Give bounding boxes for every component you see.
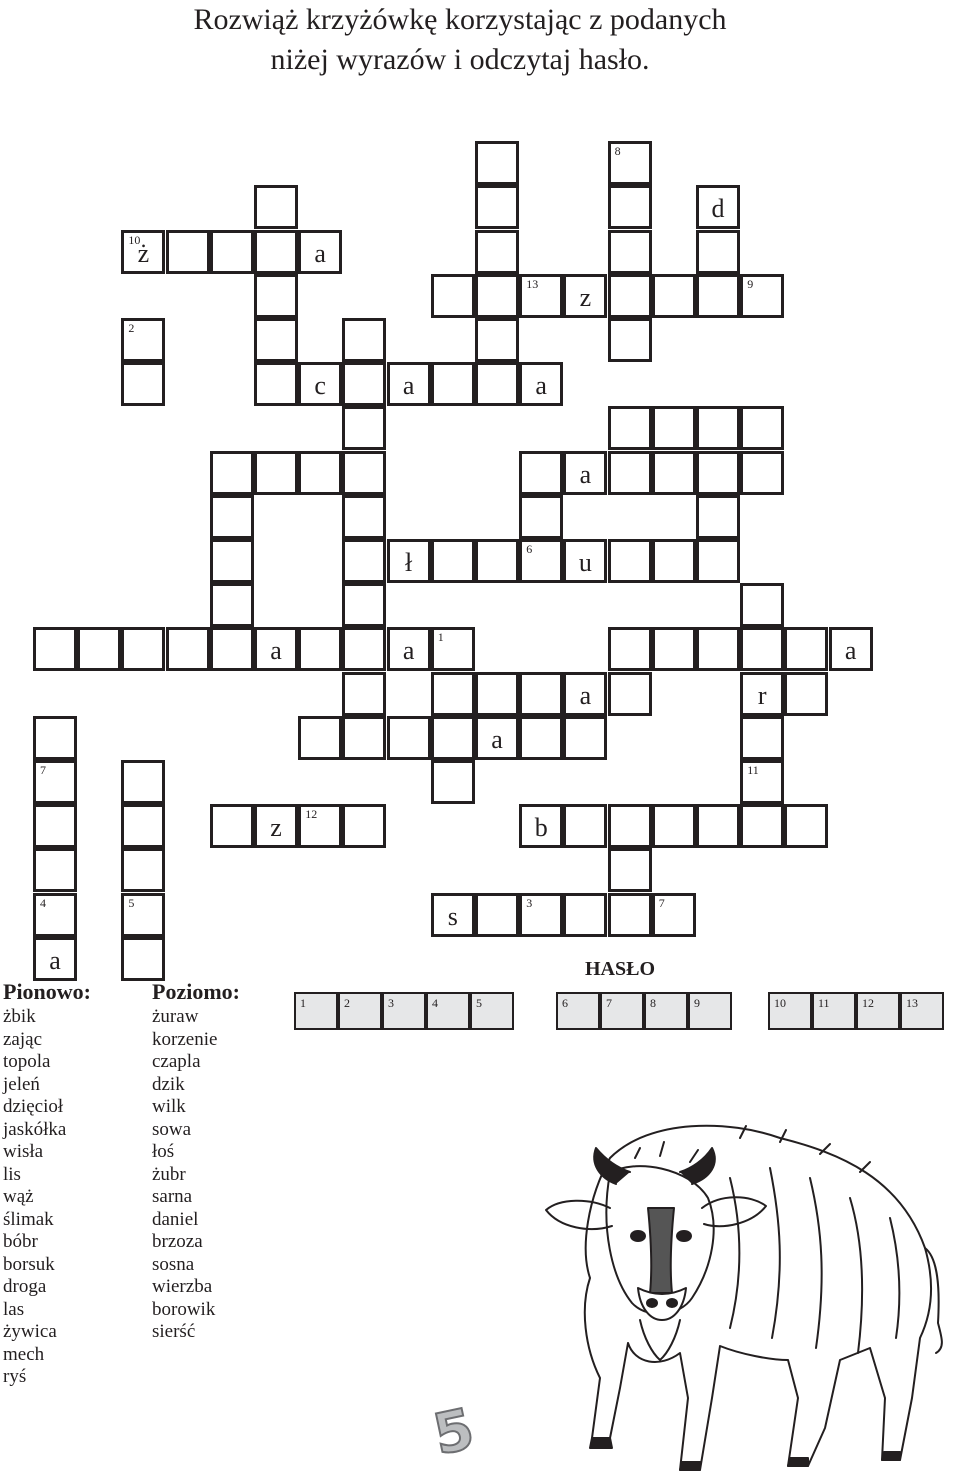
vertical-words [3,1006,91,1389]
given-letter: a [491,724,503,754]
crossword-cell[interactable] [740,627,784,671]
password-cell-number: 9 [694,996,700,1010]
crossword-cell[interactable] [784,672,828,716]
password-cell-number: 3 [388,996,394,1010]
title-line-1: Rozwiąż krzyżówkę korzystając z podanych [193,3,727,36]
crossword-cell[interactable] [121,848,165,892]
password-cell-number: 7 [606,996,612,1010]
given-letter: a [49,945,61,975]
crossword-cell[interactable] [475,230,519,274]
crossword-cell[interactable] [121,627,165,671]
given-letter: ż [137,238,150,268]
clue-number: 1 [437,630,444,645]
crossword-cell[interactable] [696,495,740,539]
password-cell[interactable] [768,992,812,1030]
password-cell[interactable] [338,992,382,1030]
word-item: wisła [3,1141,44,1162]
crossword-cell[interactable] [342,627,386,671]
word-item: borsuk [3,1253,55,1275]
crossword-cell[interactable] [696,406,740,450]
given-letter: a [579,680,592,710]
page-number: 5 [428,1396,480,1469]
given-letter: ł [404,548,413,577]
crossword-cell[interactable] [608,804,652,848]
crossword-cell[interactable] [342,716,386,760]
crossword-cell[interactable] [563,539,607,583]
crossword-cell[interactable] [563,451,607,495]
crossword-cell[interactable] [652,627,696,671]
crossword-cell[interactable] [608,451,652,495]
word-item: sowa [152,1118,192,1140]
vertical-word-list [3,980,91,1389]
word-item: lis [3,1163,21,1185]
password-cell[interactable] [470,992,514,1030]
word-item: korzenie [152,1028,218,1050]
password-cell[interactable] [600,992,644,1030]
clue-number: 13 [526,276,539,291]
word-item: sarna [152,1186,193,1207]
crossword-cell[interactable] [431,539,475,583]
given-letter: a [579,459,592,489]
password-cell[interactable] [856,992,900,1030]
password-cell-number: 13 [906,996,918,1010]
crossword-cell[interactable] [475,362,519,406]
horizontal-words [152,1006,240,1344]
crossword-cell[interactable] [387,362,431,406]
crossword-cell[interactable] [431,760,475,804]
clue-number: 8 [614,144,621,159]
password-cell-number: 4 [432,996,438,1010]
crossword-cell[interactable] [519,539,563,583]
crossword-cell[interactable] [121,893,165,937]
crossword-cell[interactable] [608,539,652,583]
crossword-cell[interactable] [519,274,563,318]
crossword-cell[interactable] [298,230,342,274]
clue-number: 10 [128,232,141,247]
crossword-cell[interactable] [121,760,165,804]
given-letter: u [578,548,592,577]
given-letter: r [757,680,767,710]
crossword-cell[interactable] [740,451,784,495]
word-item: daniel [152,1208,199,1230]
word-item: droga [3,1276,47,1297]
vertical-heading: Pionowo: [3,979,91,1004]
crossword-cell[interactable] [342,362,386,406]
crossword-cell[interactable] [608,848,652,892]
crossword-cell[interactable] [210,539,254,583]
crossword-cell[interactable] [696,185,740,229]
word-item: ryś [3,1366,27,1387]
password-cell-number: 12 [862,996,874,1010]
crossword-cell[interactable] [254,274,298,318]
crossword-cell[interactable] [608,185,652,229]
crossword-cell[interactable] [740,760,784,804]
password-cell-number: 10 [774,996,786,1010]
password-cell[interactable] [294,992,338,1030]
crossword-cell[interactable] [475,274,519,318]
word-item: brzoza [152,1231,203,1252]
crossword-cell[interactable] [77,627,121,671]
crossword-cell[interactable] [608,318,652,362]
crossword-cell[interactable] [431,627,475,671]
crossword-cell[interactable] [740,804,784,848]
crossword-cell[interactable] [563,804,607,848]
crossword-cell[interactable] [519,893,563,937]
password-cell[interactable] [382,992,426,1030]
crossword-cell[interactable] [210,583,254,627]
crossword-cell[interactable] [210,230,254,274]
clue-number: 12 [305,807,318,822]
password-cell[interactable] [426,992,470,1030]
crossword-cell[interactable] [342,406,386,450]
crossword-cell[interactable] [829,627,873,671]
crossword-cell[interactable] [563,274,607,318]
crossword-cell[interactable] [33,937,77,981]
crossword-cell[interactable] [519,716,563,760]
crossword-cell[interactable] [519,451,563,495]
crossword-cell[interactable] [608,893,652,937]
crossword-cell[interactable] [652,274,696,318]
given-letter: a [402,636,415,666]
crossword-cell[interactable] [608,141,652,185]
password-cell[interactable] [812,992,856,1030]
crossword-cell[interactable] [121,318,165,362]
password-cell-number: 6 [562,996,568,1010]
given-letter: z [270,813,282,843]
crossword-cell[interactable] [519,672,563,716]
crossword-cell[interactable] [33,848,77,892]
clue-number: 6 [526,542,533,556]
crossword-cell[interactable] [254,185,298,229]
crossword-cell[interactable] [784,627,828,671]
word-item: żuraw [152,1006,199,1027]
crossword-cell[interactable] [784,804,828,848]
crossword-cell[interactable] [33,893,77,937]
crossword-cell[interactable] [210,804,254,848]
crossword-cell[interactable] [342,583,386,627]
given-letter: b [534,813,548,843]
password-cell-number: 8 [650,996,656,1010]
given-letter: a [314,238,326,268]
clue-number: 7 [658,895,665,910]
word-item: las [3,1298,25,1320]
word-item: żubr [152,1163,186,1185]
crossword-cell[interactable] [475,539,519,583]
password-cell-number: 1 [300,996,306,1010]
given-letter: s [447,901,458,931]
crossword-cell[interactable] [652,406,696,450]
crossword-cell[interactable] [342,804,386,848]
word-item: bóbr [3,1231,38,1252]
word-item: łoś [152,1141,175,1162]
given-letter: d [711,194,725,224]
crossword-cell[interactable] [608,230,652,274]
crossword-cell[interactable] [519,804,563,848]
password-cell[interactable] [688,992,732,1030]
given-letter: a [844,636,857,666]
crossword-cell[interactable] [342,451,386,495]
password-cell[interactable] [644,992,688,1030]
word-item: czapla [152,1051,201,1072]
crossword-cell[interactable] [121,362,165,406]
crossword-cell[interactable] [652,893,696,937]
clue-number: 7 [40,763,46,777]
password-cell[interactable] [900,992,944,1030]
title-line-2: niżej wyrazów i odczytaj hasło. [270,43,650,76]
crossword-cell[interactable] [652,804,696,848]
crossword-cell[interactable] [740,716,784,760]
word-item: jeleń [3,1073,40,1095]
crossword-cell[interactable] [342,672,386,716]
crossword-cell[interactable] [475,185,519,229]
crossword-cell[interactable] [431,893,475,937]
word-item: wąż [3,1186,34,1207]
crossword-cell[interactable] [608,406,652,450]
clue-number: 2 [128,321,135,335]
word-item: jaskółka [3,1118,67,1140]
crossword-cell[interactable] [475,672,519,716]
word-item: topola [3,1051,51,1072]
word-item: sierść [152,1321,196,1342]
crossword-cell[interactable] [431,672,475,716]
crossword-cell[interactable] [519,495,563,539]
crossword-cell[interactable] [210,627,254,671]
crossword-cell[interactable] [519,362,563,406]
crossword-cell[interactable] [33,627,77,671]
clue-number: 5 [128,895,135,910]
crossword-cell[interactable] [696,230,740,274]
word-item: wilk [152,1096,186,1117]
crossword-cell[interactable] [254,230,298,274]
bison-illustration [540,1098,960,1472]
clue-number: 11 [747,763,759,777]
crossword-cell[interactable] [298,362,342,406]
crossword-cell[interactable] [387,716,431,760]
word-item: żywica [3,1321,57,1342]
crossword-cell[interactable] [298,716,342,760]
crossword-cell[interactable] [696,451,740,495]
password-label: HASŁO [585,958,656,980]
crossword-cell[interactable] [563,716,607,760]
crossword-cell[interactable] [121,937,165,981]
crossword-cell[interactable] [431,274,475,318]
password-cell-number: 5 [476,996,482,1010]
crossword-cell[interactable] [563,893,607,937]
crossword-cell[interactable] [475,716,519,760]
crossword-cell[interactable] [696,539,740,583]
crossword-cell[interactable] [475,893,519,937]
word-item: zając [3,1028,43,1050]
word-item: dzik [152,1073,185,1095]
word-item: ślimak [3,1208,54,1230]
crossword-cell[interactable] [740,406,784,450]
crossword-cell[interactable] [298,627,342,671]
word-item: dzięcioł [3,1096,64,1117]
crossword-cell[interactable] [254,627,298,671]
crossword-cell[interactable] [33,716,77,760]
given-letter: a [535,371,547,401]
crossword-cell[interactable] [166,627,210,671]
crossword-cell[interactable] [475,141,519,185]
crossword-cell[interactable] [740,583,784,627]
crossword-cell[interactable] [652,539,696,583]
crossword-cell[interactable] [652,451,696,495]
crossword-cell[interactable] [210,495,254,539]
crossword-cell[interactable] [254,318,298,362]
crossword-cell[interactable] [298,804,342,848]
crossword-cell[interactable] [740,274,784,318]
password-cell-number: 2 [344,996,350,1010]
crossword-cell[interactable] [121,230,165,274]
crossword-cell[interactable] [740,672,784,716]
word-item: mech [3,1343,45,1365]
clue-number: 4 [40,895,46,910]
crossword-cell[interactable] [210,451,254,495]
horizontal-word-list [152,980,240,1344]
crossword-cell[interactable] [33,760,77,804]
password-cell[interactable] [556,992,600,1030]
crossword-cell[interactable] [696,274,740,318]
horizontal-heading: Poziomo: [152,979,240,1004]
crossword-cell[interactable] [342,539,386,583]
crossword-cell[interactable] [33,804,77,848]
given-letter: a [402,371,415,401]
word-item: borowik [152,1298,216,1320]
clue-number: 9 [747,276,754,291]
clue-number: 3 [526,895,533,910]
word-item: sosna [152,1253,195,1275]
crossword-cell[interactable] [608,672,652,716]
crossword-cell[interactable] [431,716,475,760]
crossword-cell[interactable] [121,804,165,848]
crossword-cell[interactable] [608,627,652,671]
crossword-cell[interactable] [166,230,210,274]
crossword-cell[interactable] [387,627,431,671]
given-letter: a [270,636,282,666]
crossword-cell[interactable] [387,539,431,583]
crossword-cell[interactable] [298,451,342,495]
crossword-cell[interactable] [696,627,740,671]
word-item: wierzba [152,1276,213,1297]
given-letter: z [579,282,592,312]
given-letter: c [314,371,326,401]
crossword-cell[interactable] [431,362,475,406]
crossword-cell[interactable] [475,318,519,362]
crossword-cell[interactable] [342,318,386,362]
crossword-cell[interactable] [254,362,298,406]
crossword-cell[interactable] [608,274,652,318]
crossword-cell[interactable] [254,804,298,848]
crossword-cell[interactable] [696,804,740,848]
crossword-cell[interactable] [342,495,386,539]
password-cell-number: 11 [818,996,830,1010]
crossword-cell[interactable] [563,672,607,716]
crossword-cell[interactable] [254,451,298,495]
word-item: żbik [3,1006,36,1027]
